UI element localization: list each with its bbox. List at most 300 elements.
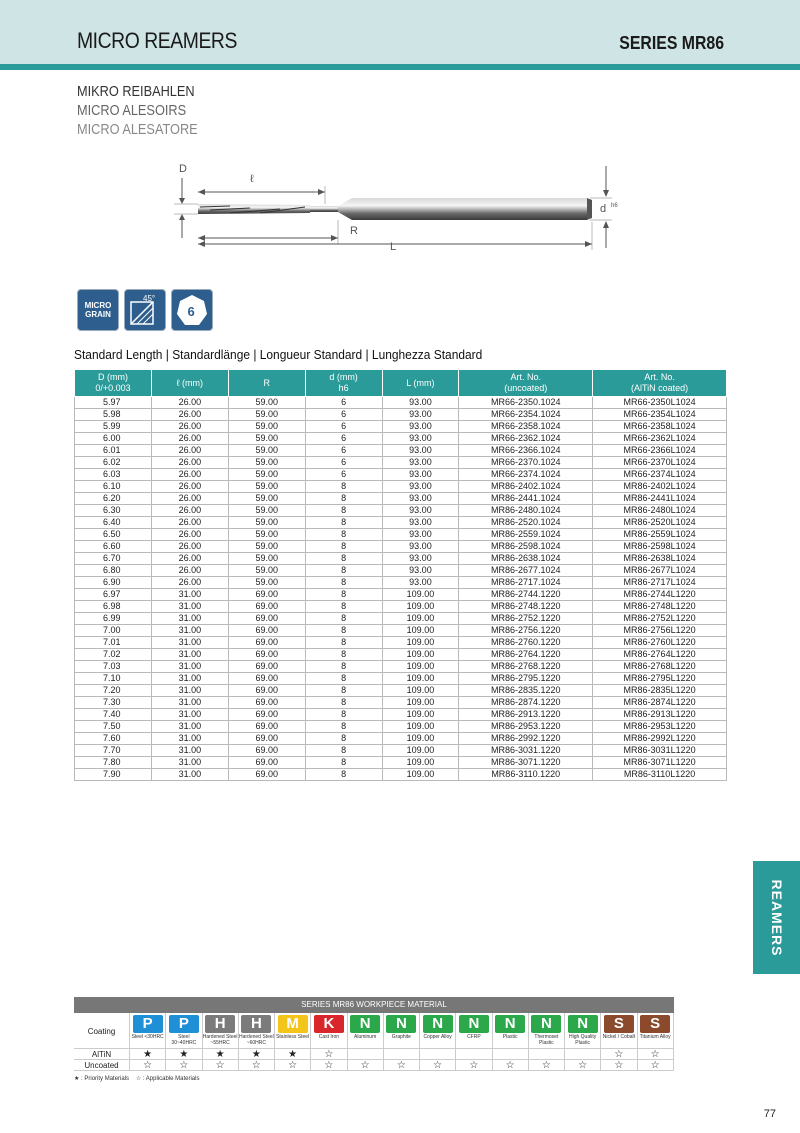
table-cell: 7.02	[75, 649, 152, 661]
suitability-mark: ☆	[203, 1060, 239, 1071]
table-cell: 5.98	[75, 409, 152, 421]
column-header-line1: d (mm)	[329, 372, 358, 382]
table-row	[75, 541, 727, 553]
coating-row-label: AlTiN	[74, 1049, 130, 1060]
table-cell: 6.98	[75, 601, 152, 613]
table-cell: 69.00	[228, 673, 305, 685]
table-cell: 6.03	[75, 469, 152, 481]
table-cell: 69.00	[228, 637, 305, 649]
table-cell: 31.00	[151, 721, 228, 733]
table-cell: MR86-2795.1220	[459, 673, 593, 685]
table-row	[75, 457, 727, 469]
material-name: Steel 30~40HRC	[171, 1034, 197, 1046]
material-letter: P	[133, 1015, 163, 1033]
table-cell: MR66-2362.1024	[459, 433, 593, 445]
table-cell: 93.00	[382, 469, 459, 481]
table-row	[75, 649, 727, 661]
table-cell: 26.00	[151, 493, 228, 505]
material-cell	[456, 1013, 492, 1049]
table-cell: 31.00	[151, 673, 228, 685]
table-cell: 8	[305, 541, 382, 553]
table-cell: 6.70	[75, 553, 152, 565]
table-cell: 8	[305, 769, 382, 781]
table-cell: 109.00	[382, 697, 459, 709]
table-cell: 26.00	[151, 505, 228, 517]
material-letter: K	[314, 1015, 344, 1033]
table-cell: MR86-2874L1220	[593, 697, 727, 709]
table-cell: 8	[305, 493, 382, 505]
table-cell: 6.01	[75, 445, 152, 457]
material-name: Graphite	[391, 1034, 411, 1040]
table-cell: MR86-2441L1024	[593, 493, 727, 505]
table-cell: 59.00	[228, 493, 305, 505]
suitability-mark: ☆	[565, 1060, 601, 1071]
table-cell: 8	[305, 709, 382, 721]
table-row	[75, 637, 727, 649]
table-cell: 8	[305, 565, 382, 577]
table-cell: MR86-2520.1024	[459, 517, 593, 529]
table-row	[75, 505, 727, 517]
material-name: Hardened Steel ~60HRC	[239, 1034, 274, 1046]
table-header-row	[75, 370, 727, 397]
material-name: Stainless Steel	[276, 1034, 310, 1040]
table-cell: 7.03	[75, 661, 152, 673]
column-header	[75, 370, 152, 397]
table-cell: MR86-2953.1220	[459, 721, 593, 733]
material-letter: N	[423, 1015, 453, 1033]
workpiece-title: SERIES MR86 WORKPIECE MATERIAL	[74, 997, 674, 1013]
table-row	[75, 565, 727, 577]
subtitles	[77, 82, 219, 139]
table-cell: 8	[305, 637, 382, 649]
micro-grain-line1: MICRO	[84, 301, 112, 310]
dim-label-d: d	[600, 203, 607, 215]
table-cell: MR86-2598.1024	[459, 541, 593, 553]
coating-label	[74, 1013, 130, 1049]
table-cell: 69.00	[228, 757, 305, 769]
material-letter: N	[531, 1015, 561, 1033]
suitability-mark: ☆	[638, 1060, 674, 1071]
workpiece-grid	[74, 1013, 674, 1071]
material-cell	[493, 1013, 529, 1049]
suitability-mark: ☆	[311, 1049, 347, 1060]
section-title: Standard Length | Standardlänge | Longueur Standard | Lunghezza Standard	[74, 347, 483, 362]
table-cell: MR86-2717.1024	[459, 577, 593, 589]
suitability-mark: ☆	[529, 1060, 565, 1071]
table-cell: 109.00	[382, 649, 459, 661]
suitability-mark: ☆	[166, 1060, 202, 1071]
table-cell: 93.00	[382, 505, 459, 517]
material-cell	[601, 1013, 637, 1049]
table-cell: 6.40	[75, 517, 152, 529]
table-cell: 6.20	[75, 493, 152, 505]
table-cell: MR86-2835.1220	[459, 685, 593, 697]
table-cell: 59.00	[228, 529, 305, 541]
column-header	[228, 370, 305, 397]
side-tab[interactable]	[753, 861, 800, 974]
table-cell: 59.00	[228, 421, 305, 433]
table-cell: 109.00	[382, 733, 459, 745]
material-name: Nickel / Cobalt	[602, 1034, 635, 1040]
suitability-mark: ☆	[493, 1060, 529, 1071]
coating-row-label: Uncoated	[74, 1060, 130, 1071]
table-cell: 6	[305, 409, 382, 421]
table-cell: MR86-2768.1220	[459, 661, 593, 673]
table-cell: MR86-2677L1024	[593, 565, 727, 577]
table-cell: MR86-2768L1220	[593, 661, 727, 673]
legend	[74, 1075, 674, 1082]
table-row	[75, 529, 727, 541]
page-number: 77	[763, 1108, 776, 1120]
suitability-mark	[493, 1049, 529, 1060]
table-row	[75, 433, 727, 445]
table-cell: 59.00	[228, 577, 305, 589]
table-cell: 109.00	[382, 745, 459, 757]
material-letter: N	[459, 1015, 489, 1033]
table-cell: 6.02	[75, 457, 152, 469]
coating-label-text: Coating	[87, 1027, 116, 1036]
table-cell: 8	[305, 577, 382, 589]
table-cell: 26.00	[151, 565, 228, 577]
table-cell: 8	[305, 613, 382, 625]
table-row	[75, 673, 727, 685]
table-row	[75, 481, 727, 493]
table-cell: 93.00	[382, 577, 459, 589]
material-name: Aluminum	[354, 1034, 377, 1040]
table-cell: 59.00	[228, 397, 305, 409]
suitability-mark	[456, 1049, 492, 1060]
table-cell: 6	[305, 397, 382, 409]
table-row	[75, 469, 727, 481]
table-cell: 31.00	[151, 769, 228, 781]
table-cell: MR86-2520L1024	[593, 517, 727, 529]
table-cell: 31.00	[151, 589, 228, 601]
suitability-mark	[420, 1049, 456, 1060]
table-cell: 7.20	[75, 685, 152, 697]
suitability-mark: ★	[166, 1049, 202, 1060]
table-cell: 8	[305, 745, 382, 757]
table-cell: 109.00	[382, 709, 459, 721]
table-cell: MR66-2362L1024	[593, 433, 727, 445]
legend-priority: ★ : Priority Materials	[74, 1076, 130, 1082]
table-cell: MR86-2953L1220	[593, 721, 727, 733]
table-cell: 8	[305, 517, 382, 529]
material-cell	[311, 1013, 347, 1049]
column-header-line1: D (mm)	[97, 372, 128, 382]
table-cell: MR86-2760L1220	[593, 637, 727, 649]
material-name: Plastic	[502, 1034, 518, 1040]
table-cell: 26.00	[151, 541, 228, 553]
material-letter: S	[604, 1015, 634, 1033]
suitability-mark: ☆	[311, 1060, 347, 1071]
table-cell: 8	[305, 721, 382, 733]
table-cell: 109.00	[382, 601, 459, 613]
table-cell: 6.99	[75, 613, 152, 625]
helix-45-icon	[124, 289, 166, 331]
table-cell: MR66-2366.1024	[459, 445, 593, 457]
material-cell	[130, 1013, 166, 1049]
dim-label-L: L	[390, 241, 397, 253]
table-cell: 8	[305, 673, 382, 685]
table-cell: MR86-2992L1220	[593, 733, 727, 745]
table-cell: 69.00	[228, 661, 305, 673]
column-header-line2: (AlTiN coated)	[630, 383, 689, 393]
column-header-line2: h6	[338, 383, 349, 393]
table-cell: 26.00	[151, 457, 228, 469]
suitability-mark: ★	[275, 1049, 311, 1060]
material-letter: H	[241, 1015, 271, 1033]
table-row	[75, 661, 727, 673]
table-cell: 6	[305, 469, 382, 481]
table-cell: MR66-2350.1024	[459, 397, 593, 409]
table-cell: MR86-2638L1024	[593, 553, 727, 565]
material-cell	[239, 1013, 275, 1049]
feature-badges	[77, 289, 213, 331]
table-cell: MR86-2441.1024	[459, 493, 593, 505]
table-cell: MR86-3110L1220	[593, 769, 727, 781]
table-cell: 8	[305, 661, 382, 673]
table-cell: 69.00	[228, 697, 305, 709]
table-cell: MR86-2748.1220	[459, 601, 593, 613]
table-cell: 109.00	[382, 769, 459, 781]
table-row	[75, 613, 727, 625]
table-cell: 7.50	[75, 721, 152, 733]
table-cell: 8	[305, 685, 382, 697]
table-cell: 59.00	[228, 457, 305, 469]
table-cell: MR86-2752.1220	[459, 613, 593, 625]
material-letter: M	[278, 1015, 308, 1033]
table-cell: MR66-2374.1024	[459, 469, 593, 481]
table-cell: 59.00	[228, 433, 305, 445]
table-cell: 8	[305, 529, 382, 541]
table-row	[75, 733, 727, 745]
column-header-line1: Art. No.	[510, 372, 542, 382]
material-cell	[565, 1013, 601, 1049]
table-cell: 8	[305, 697, 382, 709]
spec-table	[74, 369, 727, 781]
table-cell: 93.00	[382, 553, 459, 565]
dim-label-h6: h6	[611, 203, 618, 209]
table-cell: 26.00	[151, 517, 228, 529]
table-cell: 93.00	[382, 517, 459, 529]
table-cell: 26.00	[151, 553, 228, 565]
table-cell: 26.00	[151, 577, 228, 589]
table-cell: 109.00	[382, 637, 459, 649]
table-cell: 59.00	[228, 409, 305, 421]
table-cell: MR86-3031.1220	[459, 745, 593, 757]
dim-label-D: D	[179, 163, 187, 175]
material-name: CFRP	[467, 1034, 481, 1040]
table-cell: MR86-2760.1220	[459, 637, 593, 649]
material-letter: S	[640, 1015, 670, 1033]
column-header-line1: Art. No.	[644, 372, 675, 382]
column-header-line1: L (mm)	[406, 377, 435, 388]
table-cell: 109.00	[382, 661, 459, 673]
table-cell: 5.97	[75, 397, 152, 409]
table-cell: 31.00	[151, 649, 228, 661]
table-body	[75, 397, 727, 781]
table-cell: 69.00	[228, 601, 305, 613]
table-cell: 7.30	[75, 697, 152, 709]
reamer-diagram	[170, 158, 630, 258]
table-cell: MR66-2354L1024	[593, 409, 727, 421]
table-cell: MR86-3071L1220	[593, 757, 727, 769]
table-cell: 69.00	[228, 649, 305, 661]
table-cell: 31.00	[151, 697, 228, 709]
table-cell: 6.97	[75, 589, 152, 601]
material-letter: N	[495, 1015, 525, 1033]
table-cell: 26.00	[151, 469, 228, 481]
suitability-mark	[565, 1049, 601, 1060]
dim-label-l: ℓ	[250, 173, 254, 185]
table-cell: 31.00	[151, 685, 228, 697]
page-title: MICRO REAMERS	[77, 28, 237, 53]
table-cell: MR86-2756L1220	[593, 625, 727, 637]
side-tab-label: REAMERS	[768, 878, 785, 957]
material-name: Steel <30HRC	[131, 1034, 164, 1040]
table-cell: MR86-2638.1024	[459, 553, 593, 565]
series-title: SERIES MR86	[619, 33, 724, 53]
table-cell: 8	[305, 481, 382, 493]
table-cell: 93.00	[382, 409, 459, 421]
table-cell: MR86-2913.1220	[459, 709, 593, 721]
table-cell: 26.00	[151, 397, 228, 409]
table-cell: MR86-3031L1220	[593, 745, 727, 757]
table-cell: 8	[305, 757, 382, 769]
column-header-line1: ℓ (mm)	[176, 377, 204, 388]
suitability-mark: ☆	[130, 1060, 166, 1071]
column-header	[459, 370, 593, 397]
table-cell: 93.00	[382, 433, 459, 445]
suitability-mark: ☆	[456, 1060, 492, 1071]
table-cell: MR86-2598L1024	[593, 541, 727, 553]
material-letter: N	[568, 1015, 598, 1033]
table-cell: 109.00	[382, 625, 459, 637]
suitability-mark: ★	[203, 1049, 239, 1060]
column-header	[593, 370, 727, 397]
material-cell	[638, 1013, 674, 1049]
table-cell: MR86-2402.1024	[459, 481, 593, 493]
material-cell	[420, 1013, 456, 1049]
table-cell: 8	[305, 733, 382, 745]
table-row	[75, 709, 727, 721]
table-cell: MR66-2358L1024	[593, 421, 727, 433]
table-cell: 109.00	[382, 673, 459, 685]
table-cell: MR86-3071.1220	[459, 757, 593, 769]
table-cell: 7.40	[75, 709, 152, 721]
suitability-mark	[529, 1049, 565, 1060]
material-cell	[384, 1013, 420, 1049]
table-cell: MR86-3110.1220	[459, 769, 593, 781]
table-cell: 7.01	[75, 637, 152, 649]
table-cell: 31.00	[151, 757, 228, 769]
table-cell: 59.00	[228, 565, 305, 577]
table-cell: 69.00	[228, 769, 305, 781]
legend-applicable: ☆ : Applicable Materials	[135, 1076, 200, 1082]
suitability-mark: ☆	[348, 1060, 384, 1071]
table-cell: 6.30	[75, 505, 152, 517]
table-cell: 6.90	[75, 577, 152, 589]
table-cell: MR66-2374L1024	[593, 469, 727, 481]
header-stripe	[0, 64, 800, 70]
table-cell: 69.00	[228, 733, 305, 745]
table-cell: MR86-2480.1024	[459, 505, 593, 517]
column-header-line2: 0/+0.003	[95, 383, 131, 393]
suitability-mark: ☆	[601, 1060, 637, 1071]
table-cell: 26.00	[151, 433, 228, 445]
suitability-mark: ☆	[275, 1060, 311, 1071]
table-row	[75, 745, 727, 757]
suitability-mark: ★	[130, 1049, 166, 1060]
table-row	[75, 685, 727, 697]
table-cell: 109.00	[382, 589, 459, 601]
material-cell	[203, 1013, 239, 1049]
table-cell: MR66-2366L1024	[593, 445, 727, 457]
table-cell: 7.00	[75, 625, 152, 637]
table-row	[75, 721, 727, 733]
table-cell: 93.00	[382, 529, 459, 541]
table-cell: 31.00	[151, 625, 228, 637]
table-cell: MR86-2480L1024	[593, 505, 727, 517]
material-name: Titanium Alloy	[639, 1034, 671, 1040]
material-cell	[166, 1013, 202, 1049]
material-letter: P	[169, 1015, 199, 1033]
dim-label-R: R	[350, 225, 358, 237]
table-cell: MR66-2350L1024	[593, 397, 727, 409]
table-cell: MR86-2874.1220	[459, 697, 593, 709]
material-letter: H	[205, 1015, 235, 1033]
table-cell: MR66-2354.1024	[459, 409, 593, 421]
material-name: Thermoset Plastic	[534, 1034, 559, 1046]
table-cell: 8	[305, 505, 382, 517]
table-cell: 26.00	[151, 481, 228, 493]
table-cell: 109.00	[382, 757, 459, 769]
table-row	[75, 409, 727, 421]
table-row	[75, 493, 727, 505]
table-row	[75, 589, 727, 601]
material-name: Hardened Steel ~55HRC	[202, 1034, 238, 1046]
flute-count-label: 6	[187, 304, 195, 319]
table-cell: 93.00	[382, 397, 459, 409]
table-cell: 93.00	[382, 481, 459, 493]
table-cell: 69.00	[228, 613, 305, 625]
table-row	[75, 625, 727, 637]
reamer-neck	[310, 206, 338, 212]
table-cell: MR86-2717L1024	[593, 577, 727, 589]
table-cell: MR86-2992.1220	[459, 733, 593, 745]
table-cell: 69.00	[228, 745, 305, 757]
table-row	[75, 421, 727, 433]
table-cell: 31.00	[151, 637, 228, 649]
column-header	[382, 370, 459, 397]
table-cell: 31.00	[151, 745, 228, 757]
table-cell: MR66-2370L1024	[593, 457, 727, 469]
table-cell: MR66-2370.1024	[459, 457, 593, 469]
table-cell: 6.00	[75, 433, 152, 445]
table-cell: 59.00	[228, 541, 305, 553]
table-cell: 8	[305, 649, 382, 661]
table-cell: MR86-2744L1220	[593, 589, 727, 601]
helix-angle-label: 45°	[143, 294, 156, 303]
table-cell: MR86-2764L1220	[593, 649, 727, 661]
flutes-6-icon	[171, 289, 213, 331]
table-cell: 69.00	[228, 685, 305, 697]
table-cell: 7.70	[75, 745, 152, 757]
table-cell: 7.60	[75, 733, 152, 745]
table-cell: MR86-2744.1220	[459, 589, 593, 601]
table-cell: 6.10	[75, 481, 152, 493]
table-cell: 59.00	[228, 553, 305, 565]
